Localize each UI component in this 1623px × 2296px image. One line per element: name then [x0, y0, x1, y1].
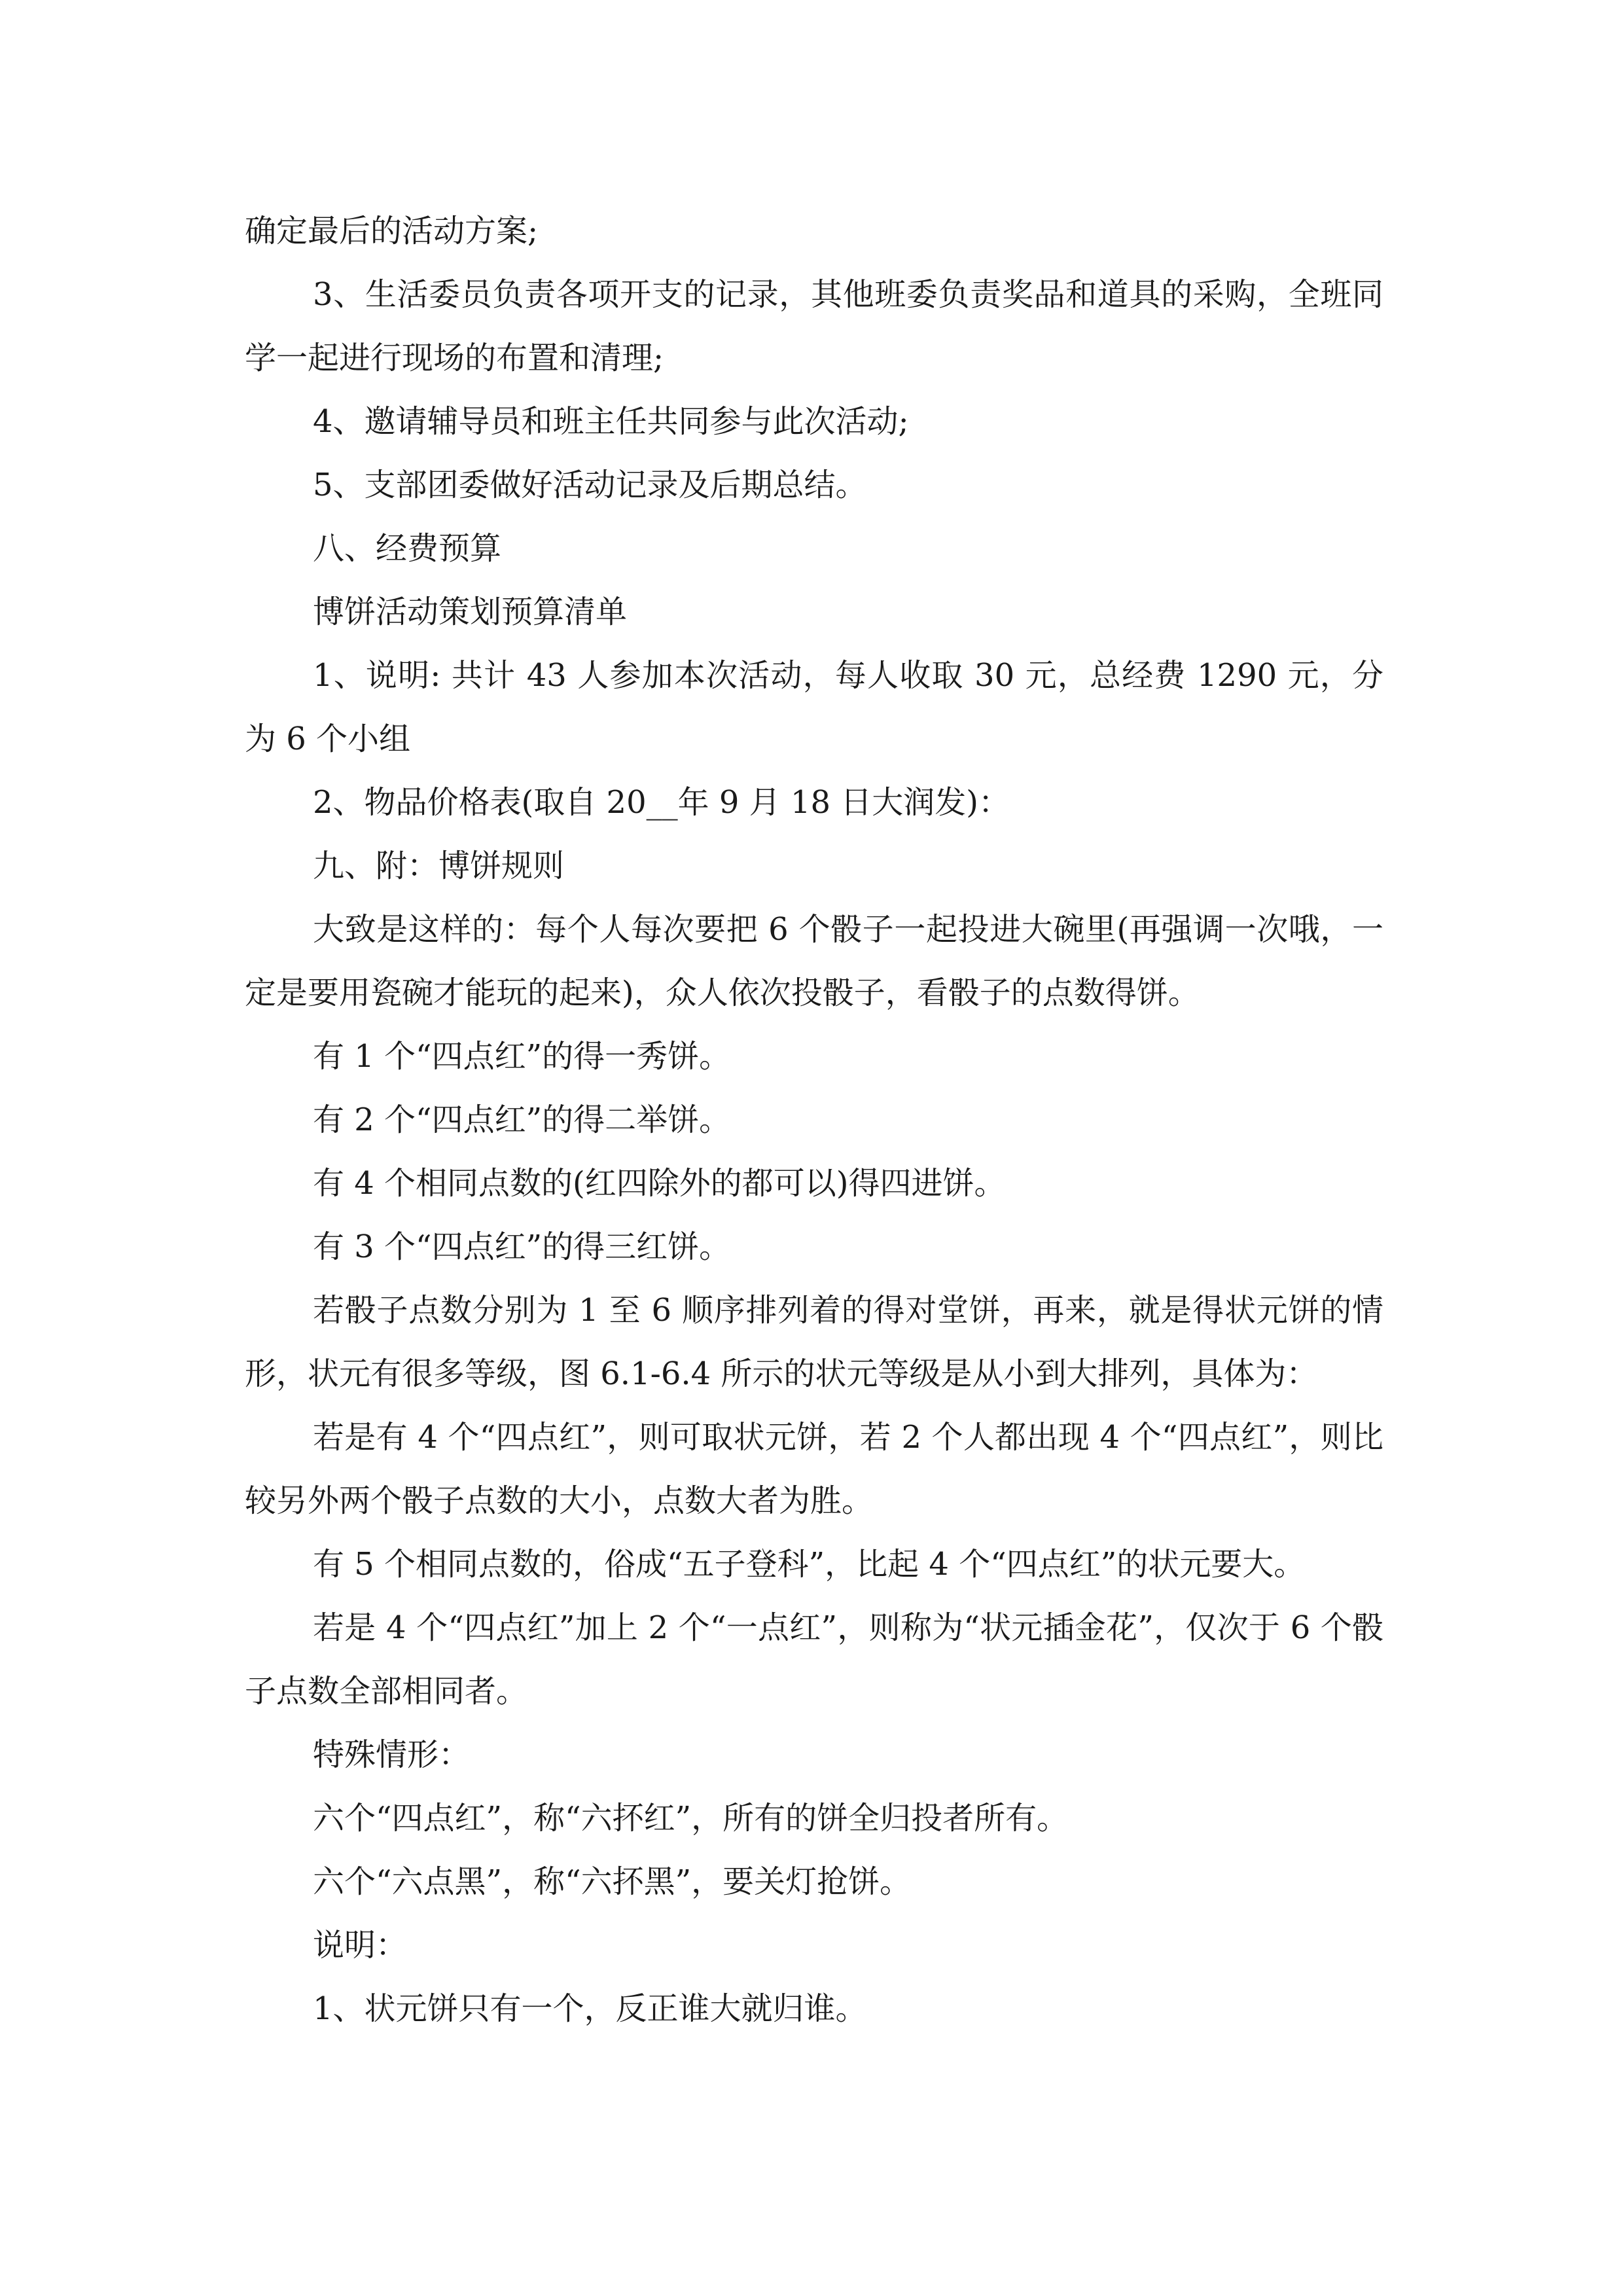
paragraph: 若是 4 个“四点红”加上 2 个“一点红”，则称为“状元插金花”，仅次于 6 个骰子点数全部相同者。 — [245, 1609, 1383, 1710]
paragraph: 若骰子点数分别为 1 至 6 顺序排列着的得对堂饼，再来，就是得状元饼的情形，状元有很多等级，图 6.1-6.4 所示的状元等级是从小到大排列，具体为： — [245, 1292, 1383, 1392]
paragraph: 六个“六点黑”，称“六抔黑”，要关灯抢饼。 — [313, 1863, 912, 1900]
paragraph: 有 3 个“四点红”的得三红饼。 — [313, 1229, 731, 1265]
paragraph: 2、物品价格表(取自 20__年 9 月 18 日大润发)： — [313, 784, 1010, 821]
paragraph: 若是有 4 个“四点红”，则可取状元饼，若 2 个人都出现 4 个“四点红”，则比较另外两个骰子点数的大小，点数大者为胜。 — [245, 1419, 1383, 1519]
paragraph: 1、状元饼只有一个，反正谁大就归谁。 — [313, 1990, 867, 2027]
paragraph: 大致是这样的：每个人每次要把 6 个骰子一起投进大碗里(再强调一次哦，一定是要用瓷碗才能玩的起来)，众人依次投骰子，看骰子的点数得饼。 — [245, 911, 1383, 1011]
paragraph: 有 2 个“四点红”的得二举饼。 — [313, 1102, 731, 1138]
section-heading: 八、经费预算 — [313, 530, 502, 567]
paragraph: 确定最后的活动方案; — [245, 213, 539, 249]
paragraph: 说明： — [313, 1927, 408, 1964]
paragraph: 1、说明: 共计 43 人参加本次活动，每人收取 30 元，总经费 1290 元，分为 6 个小组 — [245, 657, 1383, 757]
paragraph: 特殊情形： — [313, 1736, 471, 1773]
paragraph: 有 4 个相同点数的(红四除外的都可以)得四进饼。 — [313, 1165, 1006, 1202]
paragraph: 博饼活动策划预算清单 — [313, 594, 628, 630]
paragraph: 4、邀请辅导员和班主任共同参与此次活动; — [313, 403, 909, 440]
paragraph: 5、支部团委做好活动记录及后期总结。 — [313, 467, 867, 503]
document-body — [245, 200, 1383, 2041]
section-heading: 九、附：博饼规则 — [313, 848, 565, 884]
paragraph: 有 5 个相同点数的，俗成“五子登科”，比起 4 个“四点红”的状元要大。 — [313, 1546, 1306, 1583]
paragraph: 六个“四点红”，称“六抔红”，所有的饼全归投者所有。 — [313, 1800, 1069, 1837]
paragraph: 有 1 个“四点红”的得一秀饼。 — [313, 1038, 731, 1075]
paragraph: 3、生活委员负责各项开支的记录，其他班委负责奖品和道具的采购，全班同学一起进行现场的布置和清理; — [245, 276, 1383, 376]
